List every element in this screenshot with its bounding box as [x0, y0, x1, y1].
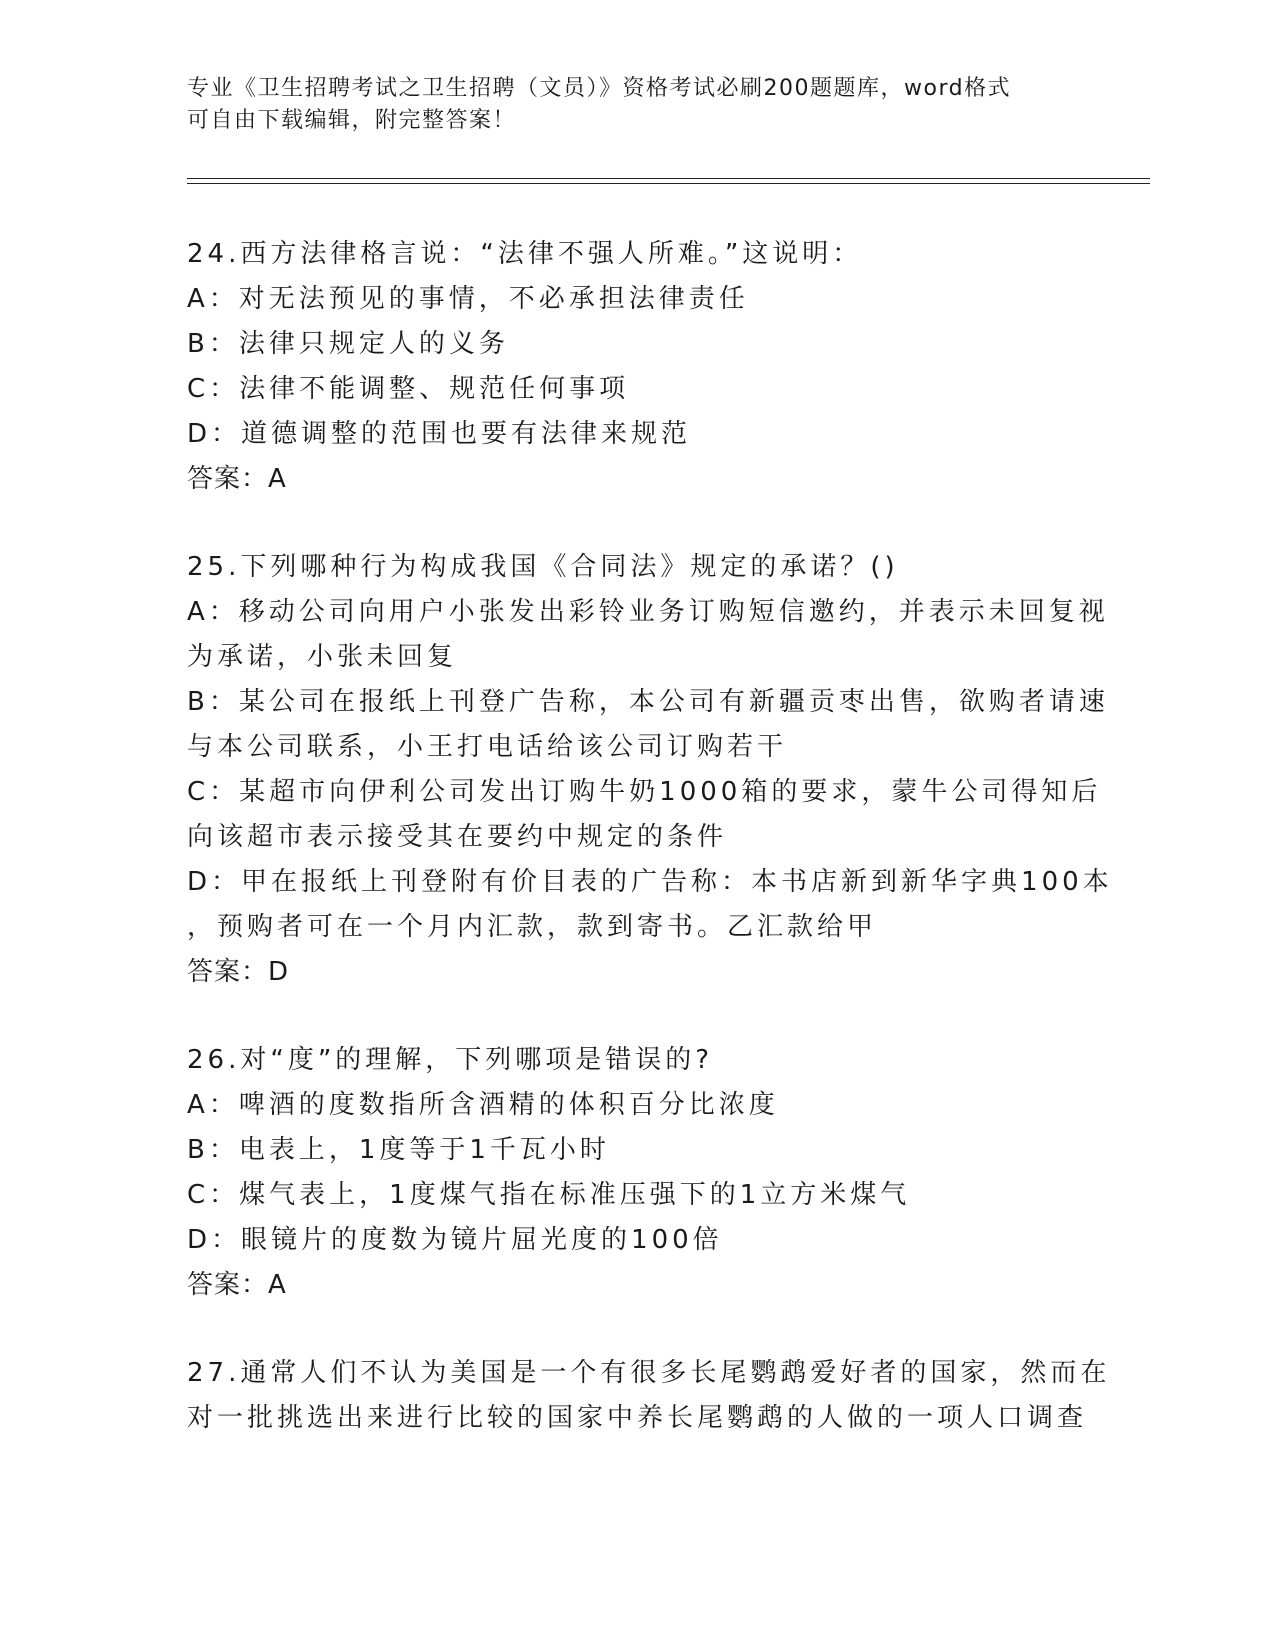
question-stem: 25.下列哪种行为构成我国《合同法》规定的承诺？() [187, 552, 899, 582]
option-b: 与本公司联系，小王打电话给该公司订购若干 [187, 732, 788, 762]
option-a: A：啤酒的度数指所含酒精的体积百分比浓度 [187, 1090, 779, 1120]
question-block [187, 1038, 1087, 1308]
option-b: B：某公司在报纸上刊登广告称，本公司有新疆贡枣出售，欲购者请速 [187, 687, 1109, 717]
option-b: B：电表上，1度等于1千瓦小时 [187, 1135, 610, 1165]
document-header [187, 73, 1067, 137]
option-a: 为承诺，小张未回复 [187, 642, 458, 672]
option-d: ，预购者可在一个月内汇款，款到寄书。乙汇款给甲 [187, 912, 878, 942]
question-stem: 27.通常人们不认为美国是一个有很多长尾鹦鹉爱好者的国家，然而在 [187, 1358, 1111, 1388]
question-stem: 26.对“度”的理解，下列哪项是错误的? [187, 1045, 714, 1075]
option-a: A：移动公司向用户小张发出彩铃业务订购短信邀约，并表示未回复视 [187, 597, 1109, 627]
option-d: D：道德调整的范围也要有法律来规范 [187, 419, 692, 449]
question-block [187, 545, 1113, 995]
option-a: A：对无法预见的事情，不必承担法律责任 [187, 284, 749, 314]
question-stem: 对一批挑选出来进行比较的国家中养长尾鹦鹉的人做的一项人口调查 [187, 1403, 1088, 1433]
header-line-2: 可自由下载编辑，附完整答案！ [187, 108, 517, 133]
option-c: C：某超市向伊利公司发出订购牛奶1000箱的要求，蒙牛公司得知后 [187, 777, 1102, 807]
answer-label: 答案：D [187, 957, 290, 987]
option-c: 向该超市表示接受其在要约中规定的条件 [187, 822, 728, 852]
answer-label: 答案：A [187, 464, 287, 494]
header-divider-bottom [187, 183, 1150, 184]
question-list [187, 232, 1113, 1484]
option-d: D：甲在报纸上刊登附有价目表的广告称：本书店新到新华字典100本 [187, 867, 1113, 897]
option-c: C：法律不能调整、规范任何事项 [187, 374, 630, 404]
header-line-1: 专业《卫生招聘考试之卫生招聘（文员）》资格考试必刷200题题库，word格式 [187, 76, 1012, 101]
question-block [187, 1351, 1111, 1441]
option-b: B：法律只规定人的义务 [187, 329, 509, 359]
header-divider-top [187, 178, 1150, 179]
option-d: D：眼镜片的度数为镜片屈光度的100倍 [187, 1225, 723, 1255]
question-stem: 24.西方法律格言说：“法律不强人所难。”这说明： [187, 239, 863, 269]
answer-label: 答案：A [187, 1270, 287, 1300]
option-c: C：煤气表上，1度煤气指在标准压强下的1立方米煤气 [187, 1180, 911, 1210]
question-block [187, 232, 1087, 502]
